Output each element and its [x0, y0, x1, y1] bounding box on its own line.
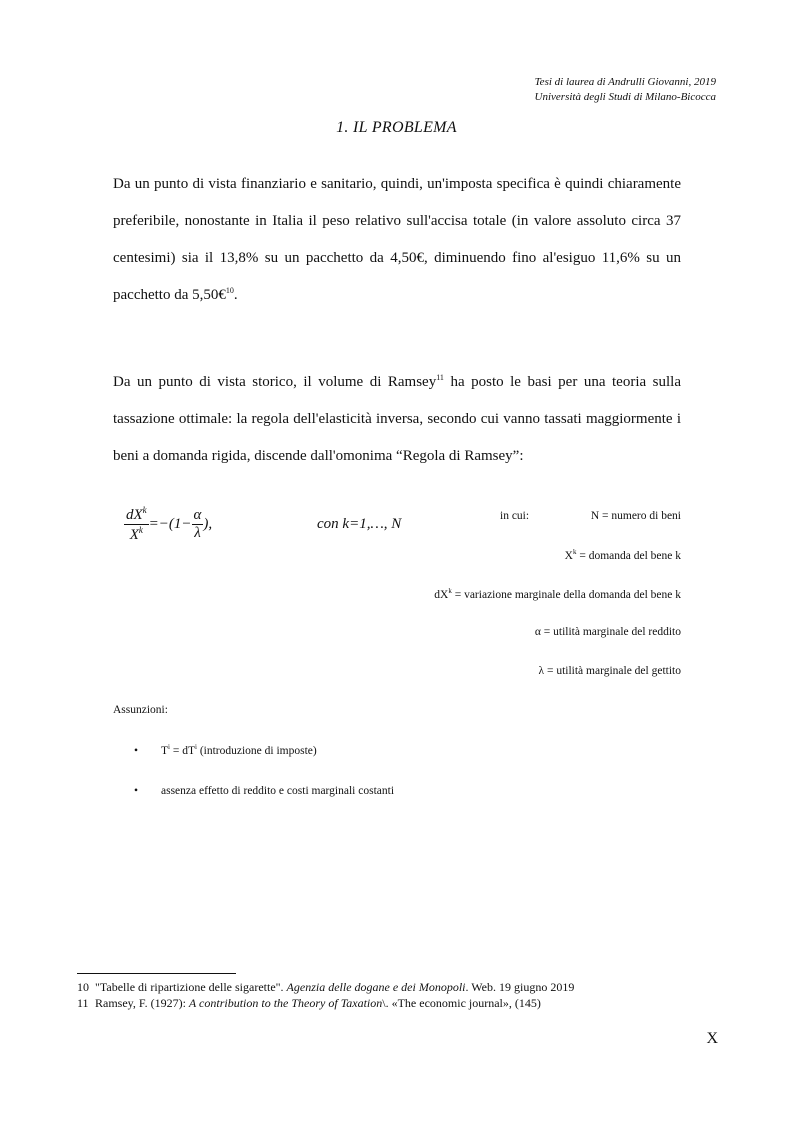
- section-title: 1. IL PROBLEMA: [336, 119, 457, 136]
- assumption-item-taxes-sup1: i: [168, 743, 170, 751]
- formula-condition: con k=1,…, N: [317, 516, 402, 532]
- formula-close: ),: [203, 516, 213, 532]
- paragraph-financial-end: .: [233, 287, 238, 303]
- footnote-text-post: \. «The economic journal», (145): [382, 996, 541, 1010]
- formula-denominator-sup: k: [138, 525, 143, 535]
- footnote-text-post: . Web. 19 giugno 2019: [465, 980, 575, 994]
- formula-denominator: [124, 525, 149, 544]
- formula-equals: =−(1−: [148, 516, 192, 532]
- footnote-text-pre: "Tabelle di ripartizione delle sigarette".: [95, 980, 287, 994]
- definition-dxk-text: = variazione marginale della domanda del bene k: [451, 588, 681, 601]
- footnote-separator: [77, 973, 236, 974]
- footnote-number: 11: [77, 996, 89, 1010]
- footnote-number: 10: [77, 980, 89, 994]
- footnote-ref-10[interactable]: 10: [225, 286, 234, 295]
- definition-xk-text: = domanda del bene k: [576, 549, 681, 562]
- footnote-source-title: Agenzia delle dogane e dei Monopoli: [286, 980, 466, 994]
- header-thesis-author: Tesi di laurea di Andrulli Giovanni, 2019: [534, 76, 716, 88]
- paragraph-financial: [113, 166, 681, 314]
- formula-numerator-sup: k: [142, 505, 147, 515]
- paragraph-historical: [113, 364, 681, 475]
- definition-xk: [565, 548, 681, 562]
- definition-n: N = numero di beni: [590, 510, 681, 522]
- definitions-in-cui: in cui:: [500, 510, 530, 522]
- definition-dxk: [434, 587, 681, 601]
- assumption-item-no-income-effect-text: assenza effetto di reddito e costi marginali costanti: [161, 785, 395, 797]
- formula-rhs-fraction: [192, 507, 204, 542]
- assumption-item-no-income-effect: [134, 785, 394, 797]
- footnote-ref-11[interactable]: 11: [436, 373, 444, 382]
- formula-alpha: α: [193, 507, 202, 523]
- footnote-source-title: A contribution to the Theory of Taxation: [188, 996, 383, 1010]
- formula-denominator-text: X: [129, 527, 139, 543]
- page-number: X: [706, 1030, 718, 1047]
- header-university: Università degli Studi di Milano-Bicocca: [534, 91, 716, 103]
- bullet-icon: •: [134, 785, 139, 797]
- assumptions-label: Assunzioni:: [113, 704, 168, 716]
- formula-numerator-text: dX: [126, 507, 143, 523]
- definition-dxk-sup: k: [448, 587, 452, 595]
- formula-numerator: [124, 505, 149, 525]
- definition-dxk-symbol: dX: [434, 588, 449, 601]
- assumption-item-taxes-text: (introduzione di imposte): [196, 744, 317, 757]
- paragraph-historical-text-before: Da un punto di vista storico, il volume di Ramsey: [113, 374, 437, 390]
- definition-xk-sup: k: [572, 548, 577, 556]
- bullet-icon: •: [134, 744, 139, 757]
- definition-lambda: λ = utilità marginale del gettito: [538, 665, 681, 677]
- definition-xk-symbol: X: [564, 549, 573, 562]
- footnote-10: [77, 980, 574, 994]
- paragraph-historical-text-after: ha posto le basi per una teoria sulla tassazione ottimale: la regola dell'elasticità inversa, secondo cui vanno tassati maggiormente i beni a domanda rigida, discende dall'omonima “Regola di Ramsey”:: [113, 374, 681, 464]
- assumption-item-taxes: [134, 743, 317, 757]
- ramsey-formula: [124, 505, 212, 544]
- formula-lhs-fraction: [124, 505, 149, 544]
- footnote-11: [77, 996, 541, 1010]
- assumption-item-taxes-sup2: i: [195, 743, 197, 751]
- footnote-text-pre: Ramsey, F. (1927):: [95, 996, 189, 1010]
- paragraph-financial-text: Da un punto di vista finanziario e sanitario, quindi, un'imposta specifica è quindi chiaramente preferibile, nonostante in Italia il peso relativo sull'accisa totale (in valore assoluto circa 37 centesimi) sia il 13,8% su un pacchetto da 4,50€, diminuendo fino al'esiguo 11,6% su un pacchetto da 5,50€: [113, 176, 681, 303]
- definition-alpha: α = utilità marginale del reddito: [534, 626, 681, 638]
- assumption-item-taxes-t: T: [161, 744, 169, 757]
- formula-lambda: λ: [194, 525, 201, 541]
- page-header: [535, 75, 716, 105]
- assumption-item-taxes-dt: = dT: [169, 744, 195, 757]
